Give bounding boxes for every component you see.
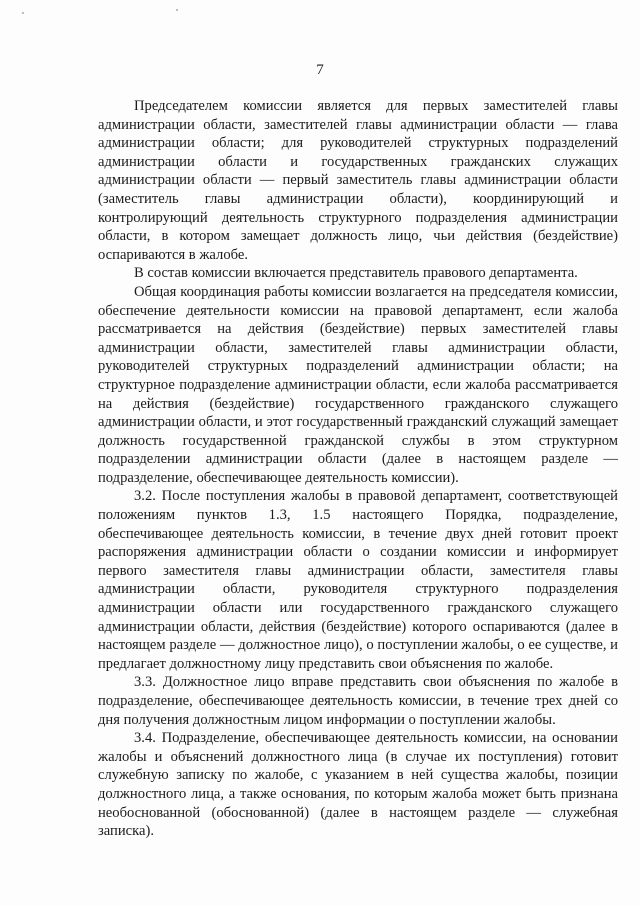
page-number: 7 [316,62,324,78]
scan-speck [22,12,24,14]
paragraph-3-3: 3.3. Должностное лицо вправе представить свои объяснения по жалобе в подразделение, обеспечивающее деятельность комиссии, в течение трех дней со дня получения должностным лицом информации о поступлении жалобы. [98,674,618,728]
paragraph-3-2: 3.2. После поступления жалобы в правовой департамент, соответствующей положениям пунктов 1.3, 1.5 настоящего Порядка, подразделение, обеспечивающее деятельность комиссии, в течение двух дней готовит проект распоряжения администрации области о создании комиссии и информирует первого заместителя главы администрации области, заместителя главы администрации области, руководителя структурного подразделения администрации области или государственного гражданского служащего администрации области, действия (бездействие) которого оспариваются (далее в настоящем разделе — должностное лицо), о поступлении жалобы, о ее существе, и предлагает должностному лицу представить свои объяснения по жалобе. [98,488,618,672]
scan-speck [176,9,178,11]
paragraph-commission-members: В состав комиссии включается представитель правового департамента. [134,265,578,282]
paragraph-commission-chair: Председателем комиссии является для первых заместителей главы администрации области, заместителей главы администрации области — глава администрации области; для руководителей структурных подразделений администрации области и государственных гражданских служащих администрации области — первый заместитель главы администрации области (заместитель главы администрации области), координирующий и контролирующий деятельность структурного подразделения администрации области, в котором замещает должность лицо, чьи действия (бездействие) оспариваются в жалобе. [98,98,618,263]
paragraph-3-4: 3.4. Подразделение, обеспечивающее деятельность комиссии, на основании жалобы и объяснений должностного лица (в случае их поступления) готовит служебную записку по жалобе, с указанием в ней существа жалобы, позиции должностного лица, а также основания, по которым жалоба может быть признана необоснованной (обоснованной) (далее в настоящем разделе — служебная записка). [98,730,618,840]
paragraph-coordination: Общая координация работы комиссии возлагается на председателя комиссии, обеспечение деятельности комиссии на правовой департамент, если жалоба рассматривается на действия (бездействие) первых заместителей главы администрации области, заместителей главы администрации области, руководителей структурных подразделений администрации области; на структурное подразделение администрации области, если жалоба рассматривается на действия (бездействие) государственного гражданского служащего администрации области, и этот государственный гражданский служащий замещает должность государственной гражданской службы в этом структурном подразделении администрации области (далее в настоящем разделе — подразделение, обеспечивающее деятельность комиссии). [98,283,618,486]
document-body [98,97,618,841]
